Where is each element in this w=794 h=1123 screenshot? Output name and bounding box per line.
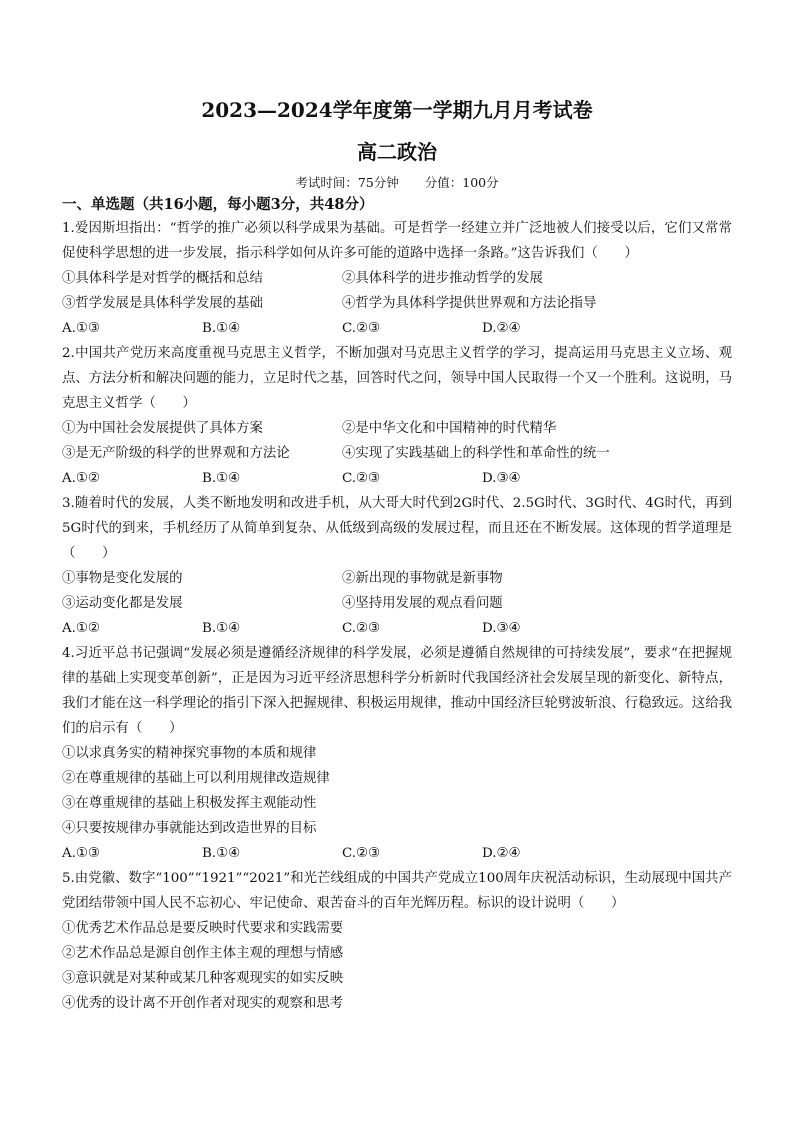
option-list bbox=[62, 316, 732, 341]
section-title: 一、单选题（共16小题，每小题3分，共48分） bbox=[62, 196, 374, 213]
option-b: B.①④ bbox=[202, 471, 241, 486]
statement: ④哲学为具体科学提供世界观和方法论指导 bbox=[342, 296, 597, 311]
option-d: D.③④ bbox=[482, 471, 521, 486]
option-b: B.①④ bbox=[202, 621, 241, 636]
statement: ③是无产阶级的科学的世界观和方法论 bbox=[62, 446, 290, 461]
statement-list bbox=[62, 416, 732, 466]
statement: ②艺术作品总是源自创作主体主观的理想与情感 bbox=[62, 946, 344, 961]
option-d: D.③④ bbox=[482, 621, 521, 636]
question-5 bbox=[62, 866, 732, 1016]
exam-page bbox=[62, 96, 732, 1016]
question-1 bbox=[62, 216, 732, 341]
option-b: B.①④ bbox=[202, 846, 241, 861]
exam-info bbox=[62, 174, 732, 192]
exam-title: 2023—2024学年度第一学期九月月考试卷 bbox=[201, 98, 593, 122]
question-3 bbox=[62, 491, 732, 641]
exam-time: 考试时间：75分钟 bbox=[295, 175, 399, 190]
subject-title: 高二政治 bbox=[357, 140, 437, 164]
statement: ④实现了实践基础上的科学性和革命性的统一 bbox=[342, 446, 610, 461]
statement: ④只要按规律办事就能达到改造世界的目标 bbox=[62, 821, 317, 836]
option-a: A.①③ bbox=[62, 846, 100, 861]
statement: ①优秀艺术作品总是要反映时代要求和实践需要 bbox=[62, 921, 344, 936]
statement: ③哲学发展是具体科学发展的基础 bbox=[62, 296, 263, 311]
statement: ②新出现的事物就是新事物 bbox=[342, 571, 503, 586]
statement: ④优秀的设计离不开创作者对现实的观察和思考 bbox=[62, 996, 344, 1011]
question-stem: 1.爱因斯坦指出：“哲学的推广必须以科学成果为基础。可是哲学一经建立并广泛地被人们接受以后，它们又常常促使科学思想的进一步发展，指示科学如何从许多可能的道路中选择一条路。”这告诉我们（ ） bbox=[62, 221, 732, 261]
statement-list bbox=[62, 916, 732, 1016]
statement-list bbox=[62, 741, 732, 841]
option-list bbox=[62, 616, 732, 641]
question-stem: 3.随着时代的发展，人类不断地发明和改进手机，从大哥大时代到2G时代、2.5G时代、3G时代、4G时代，再到5G时代的到来，手机经历了从简单到复杂、从低级到高级的发展过程，而且还在不断发展。这体现的哲学道理是（ ） bbox=[62, 496, 732, 561]
option-c: C.②③ bbox=[342, 471, 381, 486]
statement: ④坚持用发展的观点看问题 bbox=[342, 596, 503, 611]
statement-list bbox=[62, 566, 732, 616]
option-d: D.②④ bbox=[482, 321, 521, 336]
statement: ③运动变化都是发展 bbox=[62, 596, 183, 611]
statement: ②具体科学的进步推动哲学的发展 bbox=[342, 271, 543, 286]
statement: ①事物是变化发展的 bbox=[62, 571, 183, 586]
question-2 bbox=[62, 341, 732, 491]
question-stem: 2.中国共产党历来高度重视马克思主义哲学，不断加强对马克思主义哲学的学习，提高运用马克思主义立场、观点、方法分析和解决问题的能力，立足时代之基，回答时代之问，领导中国人民取得一个又一个胜利。这说明，马克思主义哲学（ ） bbox=[62, 346, 732, 411]
statement: ③在尊重规律的基础上积极发挥主观能动性 bbox=[62, 796, 317, 811]
option-list bbox=[62, 466, 732, 491]
statement-list bbox=[62, 266, 732, 316]
option-a: A.①② bbox=[62, 471, 100, 486]
option-a: A.①③ bbox=[62, 321, 100, 336]
statement: ①为中国社会发展提供了具体方案 bbox=[62, 421, 263, 436]
statement: ②是中华文化和中国精神的时代精华 bbox=[342, 421, 557, 436]
statement: ②在尊重规律的基础上可以利用规律改造规律 bbox=[62, 771, 330, 786]
option-c: C.②③ bbox=[342, 846, 381, 861]
statement: ①具体科学是对哲学的概括和总结 bbox=[62, 271, 263, 286]
exam-score: 分值：100分 bbox=[424, 175, 499, 190]
option-d: D.②④ bbox=[482, 846, 521, 861]
statement: ③意识就是对某种或某几种客观现实的如实反映 bbox=[62, 971, 344, 986]
option-list bbox=[62, 841, 732, 866]
question-stem: 4.习近平总书记强调“发展必须是遵循经济规律的科学发展，必须是遵循自然规律的可持续发展”，要求“在把握规律的基础上实现变革创新”，正是因为习近平经济思想科学分析新时代我国经济社会发展呈现的新变化、新特点，我们才能在这一科学理论的指引下深入把握规律、积极运用规律，推动中国经济巨轮劈波斩浪、行稳致远。这给我们的启示有（ ） bbox=[62, 646, 732, 736]
option-b: B.①④ bbox=[202, 321, 241, 336]
question-stem: 5.由党徽、数字“100”“1921”“2021”和光芒线组成的中国共产党成立100周年庆祝活动标识，生动展现中国共产党团结带领中国人民不忘初心、牢记使命、艰苦奋斗的百年光辉历程。标识的设计说明（ ） bbox=[62, 871, 732, 911]
option-a: A.①② bbox=[62, 621, 100, 636]
option-c: C.②③ bbox=[342, 321, 381, 336]
question-4 bbox=[62, 641, 732, 866]
statement: ①以求真务实的精神探究事物的本质和规律 bbox=[62, 746, 317, 761]
option-c: C.②③ bbox=[342, 621, 381, 636]
